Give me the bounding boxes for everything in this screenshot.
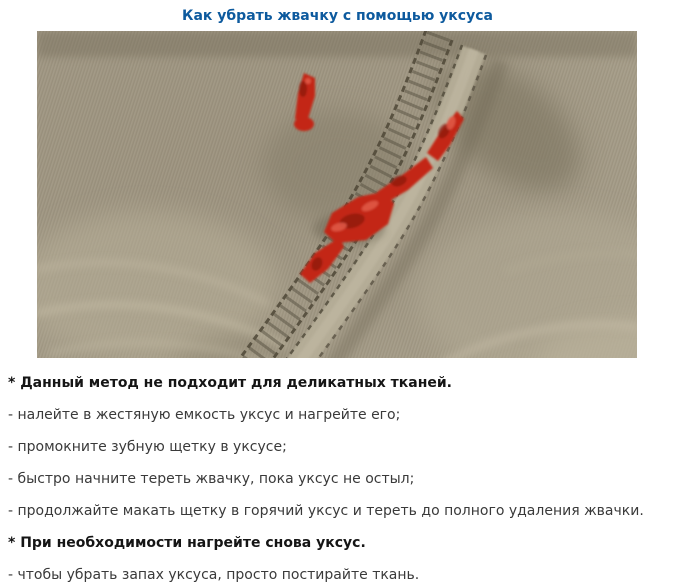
step-wash-fabric: - чтобы убрать запах уксуса, просто постирайте ткань.: [8, 567, 420, 583]
step-dip-toothbrush: - промокните зубную щетку в уксусе;: [8, 439, 287, 455]
step-rub-gum: - быстро начните тереть жвачку, пока уксус не остыл;: [8, 471, 415, 487]
step-repeat-dipping: - продолжайте макать щетку в горячий уксус и тереть до полного удаления жвачки.: [8, 503, 644, 519]
fabric-photo-svg: [37, 31, 637, 358]
step-heat-vinegar: - налейте в жестяную емкость уксус и нагрейте его;: [8, 407, 401, 423]
instructions: [0, 358, 675, 585]
note-reheat-vinegar: * При необходимости нагрейте снова уксус.: [8, 535, 366, 551]
page-title: Как убрать жвачку с помощью уксуса: [182, 8, 493, 24]
note-delicate-fabrics: * Данный метод не подходит для деликатных тканей.: [8, 375, 452, 391]
fabric-photo: [37, 31, 637, 358]
